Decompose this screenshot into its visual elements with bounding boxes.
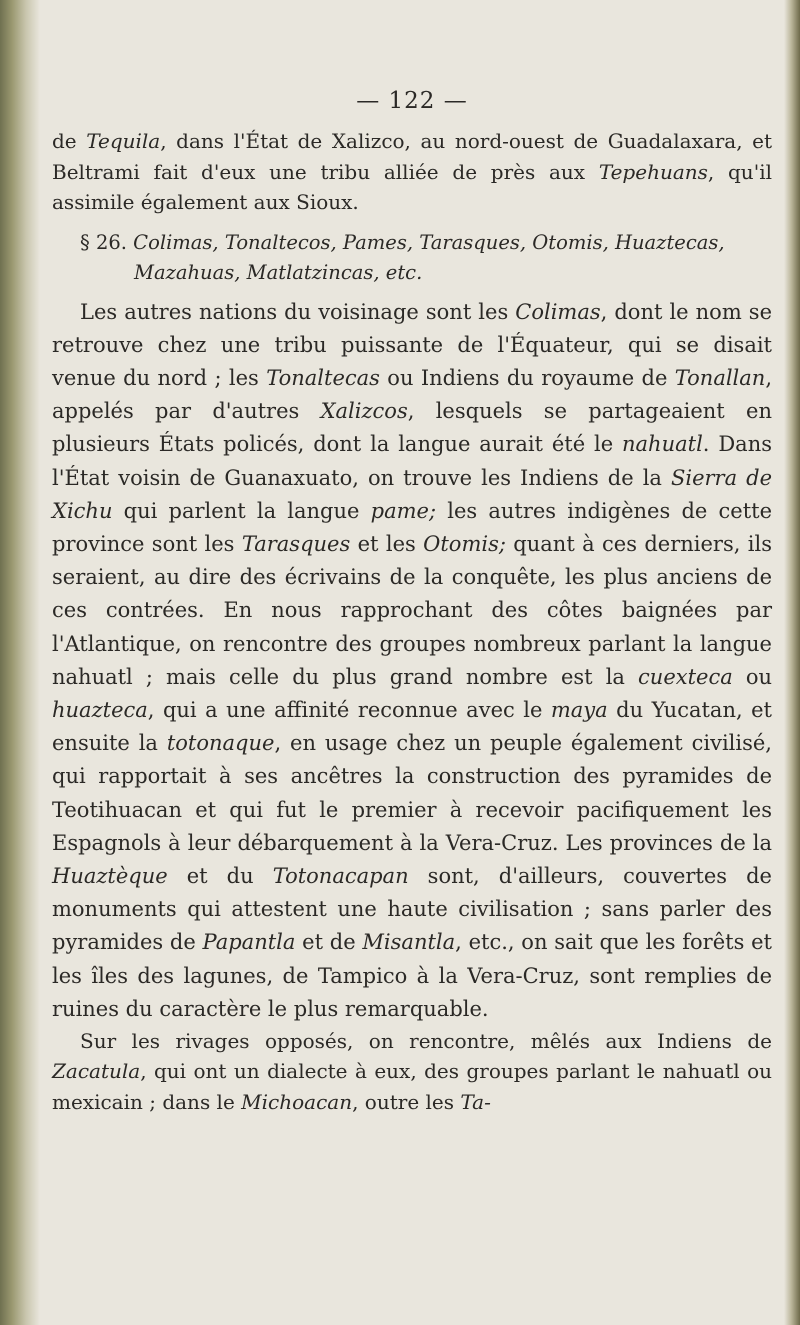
italic-term: Tepehuans (598, 159, 708, 184)
italic-term: Michoacan (241, 1089, 353, 1114)
italic-term: totonaque (166, 731, 275, 756)
text-run: et du (167, 863, 273, 888)
italic-term: Tequila (86, 129, 161, 153)
italic-term: pame; (370, 498, 437, 523)
text-run: ou (732, 664, 773, 689)
paragraph-rivages (52, 1026, 772, 1118)
italic-term: Papantla (202, 930, 296, 955)
italic-term: Sierra de Xichu (52, 465, 772, 523)
text-run: Les autres nations du voisinage sont les (80, 299, 516, 324)
text-run: , qu'il assimile également aux Sioux. (52, 159, 772, 214)
section-number: § 26. (80, 230, 127, 254)
text-run: quant à ces derniers, ils seraient, au dire des écrivains de la conquête, les plus anciens de ces contrées. En nous rapprochant des côtes baignées par l'Atlantique, on rencontre des groupes nombreux parlant la langue nahuatl ; mais celle du plus grand nombre est la (52, 531, 773, 689)
italic-term: Colimas (515, 299, 601, 324)
section-title-line2: Mazahuas, Matlatzincas, etc. (134, 260, 423, 284)
text-run: et de (295, 930, 363, 955)
text-run: , dont le nom se retrouve chez une tribu puissante de l'Équateur, qui se disait venue du nord ; les (52, 299, 772, 390)
italic-term: Huaztèque (52, 863, 168, 888)
italic-term: Zacatula (52, 1059, 141, 1084)
text-run: sont, d'ailleurs, couvertes de monuments qui attestent une haute civilisation ; sans parler des pyramides de (52, 863, 772, 955)
section-title-line1: Colimas, Tonaltecos, Pames, Tarasques, Otomis, Huaztecas, (133, 230, 725, 254)
italic-term: maya (550, 697, 608, 722)
italic-term: Ta- (460, 1089, 491, 1114)
page-gutter-shadow (0, 0, 40, 1325)
italic-term: Totonacapan (272, 863, 409, 888)
italic-term: Tonallan (674, 365, 766, 390)
italic-term: cuexteca (638, 664, 733, 689)
text-run: de (52, 129, 87, 153)
italic-term: Misantla (362, 930, 456, 955)
text-run: , qui ont un dialecte à eux, des groupes parlant le nahuatl ou mexicain ; dans le (52, 1059, 772, 1114)
text-run: . Dans l'État voisin de Guanaxuato, on trouve les Indiens de la (52, 432, 772, 490)
text-run: , etc., on sait que les forêts et les îles des lagunes, de Tampico à la Vera-Cruz, sont remplies de ruines du caractère le plus remarquable. (52, 930, 772, 1021)
italic-term: Xalizcos (320, 399, 408, 424)
italic-term: Otomis; (423, 531, 506, 556)
text-run: les autres indigènes de cette province sont les (52, 498, 772, 556)
text-run: qui parlent la langue (112, 498, 371, 523)
text-run: , outre les (352, 1089, 461, 1114)
text-run: , en usage chez un peuple également civilisé, qui rapportait à ses ancêtres la construction des pyramides de Teotihuacan et qui fut le premier à recevoir pacifiquement les Espagnols à leur débarquement à la Vera-Cruz. Les provinces de la (52, 731, 772, 855)
text-run: , dans l'État de Xalizco, au nord-ouest de Guadalaxara, et Beltrami fait d'eux une tribu alliée de près aux (52, 129, 772, 184)
book-page (52, 88, 772, 1117)
page-number: — 122 — (356, 88, 468, 114)
italic-term: Tarasques (241, 531, 351, 556)
text-run: ou Indiens du royaume de (379, 365, 675, 390)
paragraph-nations (52, 296, 772, 1026)
section-heading (52, 228, 772, 288)
text-run: , lesquels se partageaient en plusieurs États policés, dont la langue aurait été le (52, 399, 772, 457)
text-run: du Yucatan, et ensuite la (52, 697, 772, 756)
page-edge-shadow (784, 0, 800, 1325)
italic-term: Tonaltecas (266, 365, 380, 390)
paragraph-tequila (52, 126, 772, 218)
text-run: , qui a une affinité reconnue avec le (147, 697, 551, 722)
italic-term: nahuatl (622, 432, 703, 457)
italic-term: huazteca (52, 697, 148, 722)
text-run: , appelés par d'autres (52, 365, 773, 424)
text-run: Sur les rivages opposés, on rencontre, mêlés aux Indiens de (80, 1028, 772, 1053)
text-run: et les (350, 531, 424, 556)
